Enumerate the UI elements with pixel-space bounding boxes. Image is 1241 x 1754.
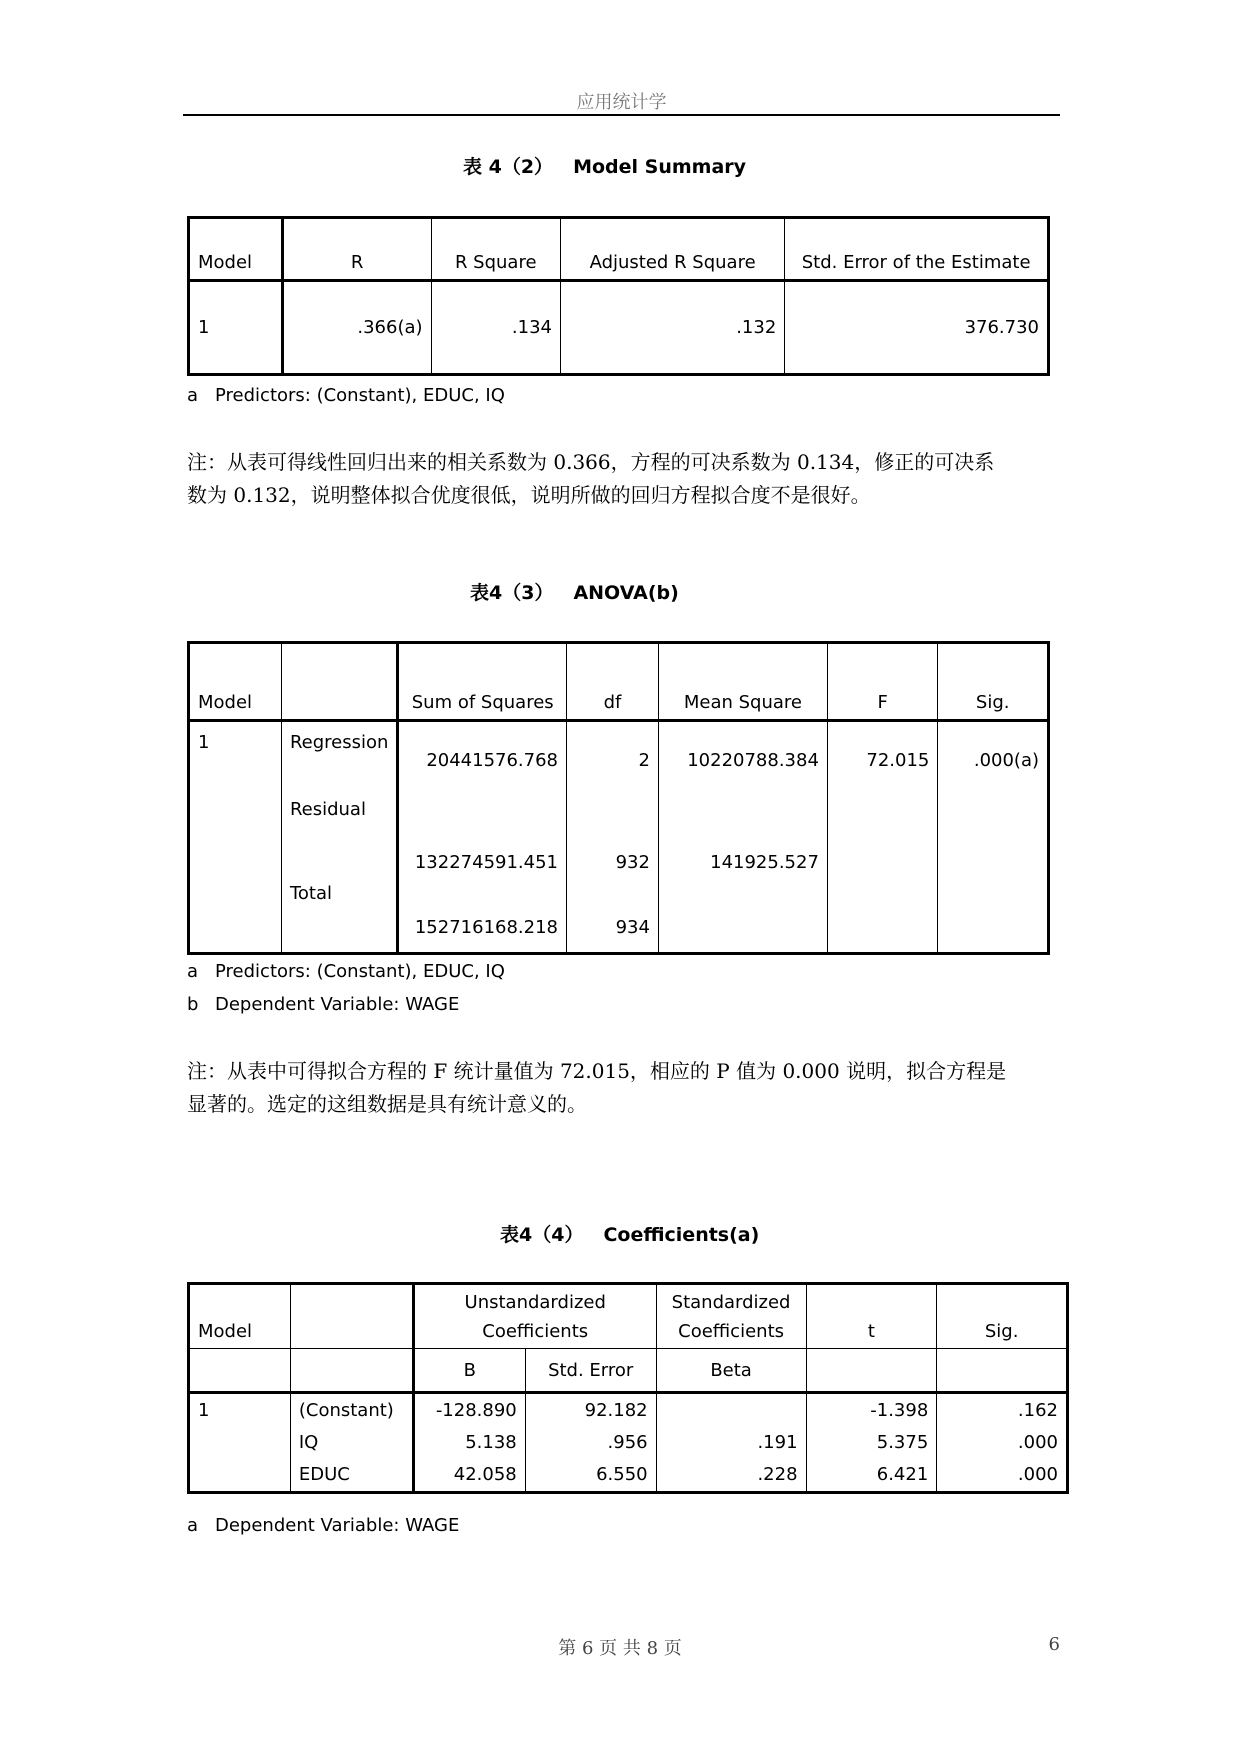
paragraph-line: 数为 0.132，说明整体拟合优度很低，说明所做的回归方程拟合度不是很好。: [187, 483, 871, 507]
table2-caption-title: ANOVA(b): [573, 582, 679, 604]
table-note: [187, 961, 505, 982]
table-cell: [658, 879, 827, 954]
note-key: a: [187, 961, 199, 982]
table-cell: .228: [656, 1459, 806, 1493]
table-subheader-row: [189, 1349, 1068, 1393]
footer-page-label: 第 6 页 共 8 页: [558, 1638, 682, 1659]
header-cell: df: [567, 643, 659, 721]
table-row: [189, 1427, 1068, 1459]
header-cell: Model: [189, 218, 283, 281]
coefficients-table: [187, 1282, 1069, 1494]
table-cell: [827, 879, 937, 954]
header-cell: Sum of Squares: [398, 643, 567, 721]
header-rule: [183, 114, 1060, 116]
table-note: [187, 994, 459, 1015]
table-cell: 92.182: [525, 1393, 656, 1427]
model-summary-table: [187, 216, 1050, 376]
header-cell-unstandardized: [413, 1284, 656, 1349]
table-cell: .000(a): [938, 721, 1049, 799]
header-cell-standardized: [656, 1284, 806, 1349]
table-row: [189, 1459, 1068, 1493]
table-cell: [938, 799, 1049, 879]
note-key: b: [187, 994, 199, 1015]
table1-caption: [463, 152, 746, 179]
table-cell: [189, 879, 282, 954]
paragraph-line: 显著的。选定的这组数据是具有统计意义的。: [187, 1092, 587, 1116]
table-cell: 6.550: [525, 1459, 656, 1493]
note-key: a: [187, 385, 199, 406]
table-cell: 2: [567, 721, 659, 799]
header-cell: Adjusted R Square: [560, 218, 784, 281]
header-cell: Sig.: [937, 1284, 1068, 1349]
header-line: Coefficients: [482, 1320, 589, 1342]
table-header-row: [189, 218, 1049, 281]
table-cell: .000: [937, 1459, 1068, 1493]
paragraph-note-1: [187, 446, 1067, 512]
header-cell: Model: [189, 643, 282, 721]
table-header-row: [189, 643, 1049, 721]
header-cell: Std. Error: [525, 1349, 656, 1393]
table-cell: .956: [525, 1427, 656, 1459]
table-cell: -128.890: [413, 1393, 525, 1427]
note-text: Predictors: (Constant), EDUC, IQ: [215, 961, 505, 982]
anova-table: [187, 641, 1050, 955]
table-row: [189, 879, 1049, 954]
table-cell: .191: [656, 1427, 806, 1459]
note-text: Dependent Variable: WAGE: [215, 994, 460, 1015]
note-text: Predictors: (Constant), EDUC, IQ: [215, 385, 505, 406]
header-line: Coefficients: [678, 1320, 784, 1342]
table1-caption-prefix: 表 4（2）: [463, 156, 554, 178]
header-cell: [281, 643, 397, 721]
table-cell: 934: [567, 879, 659, 954]
table-cell: .162: [937, 1393, 1068, 1427]
table-cell: 141925.527: [658, 799, 827, 879]
table-row: [189, 281, 1049, 375]
table-row: [189, 799, 1049, 879]
table-cell: 152716168.218: [398, 879, 567, 954]
table-cell: [189, 1459, 291, 1493]
header-line: Standardized: [671, 1291, 791, 1313]
page-header-title: 应用统计学: [576, 92, 667, 113]
header-cell: [937, 1349, 1068, 1393]
table-note: [187, 1515, 459, 1536]
table1-caption-title: Model Summary: [573, 156, 747, 178]
table-cell: 72.015: [827, 721, 937, 799]
table3-caption-prefix: 表4（4）: [500, 1224, 584, 1246]
table2-caption: [470, 578, 679, 605]
table-cell: 1: [189, 721, 282, 799]
table-cell: [189, 1427, 291, 1459]
table-cell: EDUC: [290, 1459, 413, 1493]
table-row: [189, 1393, 1068, 1427]
table-cell: [827, 799, 937, 879]
table-cell: 932: [567, 799, 659, 879]
table-cell: [189, 799, 282, 879]
table-cell: Regression: [281, 721, 397, 799]
header-cell: [290, 1284, 413, 1349]
header-cell: R Square: [431, 218, 560, 281]
header-cell: B: [413, 1349, 525, 1393]
note-text: Dependent Variable: WAGE: [215, 1515, 460, 1536]
header-cell: [290, 1349, 413, 1393]
header-cell: Mean Square: [658, 643, 827, 721]
table3-caption-title: Coefficients(a): [603, 1224, 760, 1246]
table-cell: 10220788.384: [658, 721, 827, 799]
note-key: a: [187, 1515, 199, 1536]
header-cell: F: [827, 643, 937, 721]
table-cell: 376.730: [785, 281, 1049, 375]
table-cell: Total: [281, 879, 397, 954]
header-cell: Std. Error of the Estimate: [785, 218, 1049, 281]
table-cell: 20441576.768: [398, 721, 567, 799]
header-line: Unstandardized: [464, 1291, 606, 1313]
table-cell: [938, 879, 1049, 954]
header-cell: t: [806, 1284, 937, 1349]
table-cell: .134: [431, 281, 560, 375]
table-cell: 5.138: [413, 1427, 525, 1459]
table-cell: .000: [937, 1427, 1068, 1459]
table-cell: -1.398: [806, 1393, 937, 1427]
header-cell: [189, 1349, 291, 1393]
table-cell: 5.375: [806, 1427, 937, 1459]
table-cell: [656, 1393, 806, 1427]
paragraph-note-2: [187, 1055, 1067, 1121]
table-note: [187, 385, 505, 406]
table-cell: Residual: [281, 799, 397, 879]
header-cell: [806, 1349, 937, 1393]
footer-page-number: 6: [1048, 1634, 1060, 1655]
table-cell: 1: [189, 1393, 291, 1427]
table-cell: 132274591.451: [398, 799, 567, 879]
table3-caption: [500, 1220, 759, 1247]
table-header-row: [189, 1284, 1068, 1349]
table-cell: .132: [560, 281, 784, 375]
table-cell: 42.058: [413, 1459, 525, 1493]
header-cell: Sig.: [938, 643, 1049, 721]
header-cell: Model: [189, 1284, 291, 1349]
table-cell: 1: [189, 281, 283, 375]
paragraph-line: 注：从表中可得拟合方程的 F 统计量值为 72.015，相应的 P 值为 0.000 说明，拟合方程是: [187, 1059, 1007, 1083]
paragraph-line: 注：从表可得线性回归出来的相关系数为 0.366，方程的可决系数为 0.134，修正的可决系: [187, 450, 995, 474]
table-cell: .366(a): [282, 281, 431, 375]
header-cell: R: [282, 218, 431, 281]
table2-caption-prefix: 表4（3）: [470, 582, 554, 604]
header-cell: Beta: [656, 1349, 806, 1393]
table-cell: (Constant): [290, 1393, 413, 1427]
table-cell: 6.421: [806, 1459, 937, 1493]
table-row: [189, 721, 1049, 799]
table-cell: IQ: [290, 1427, 413, 1459]
